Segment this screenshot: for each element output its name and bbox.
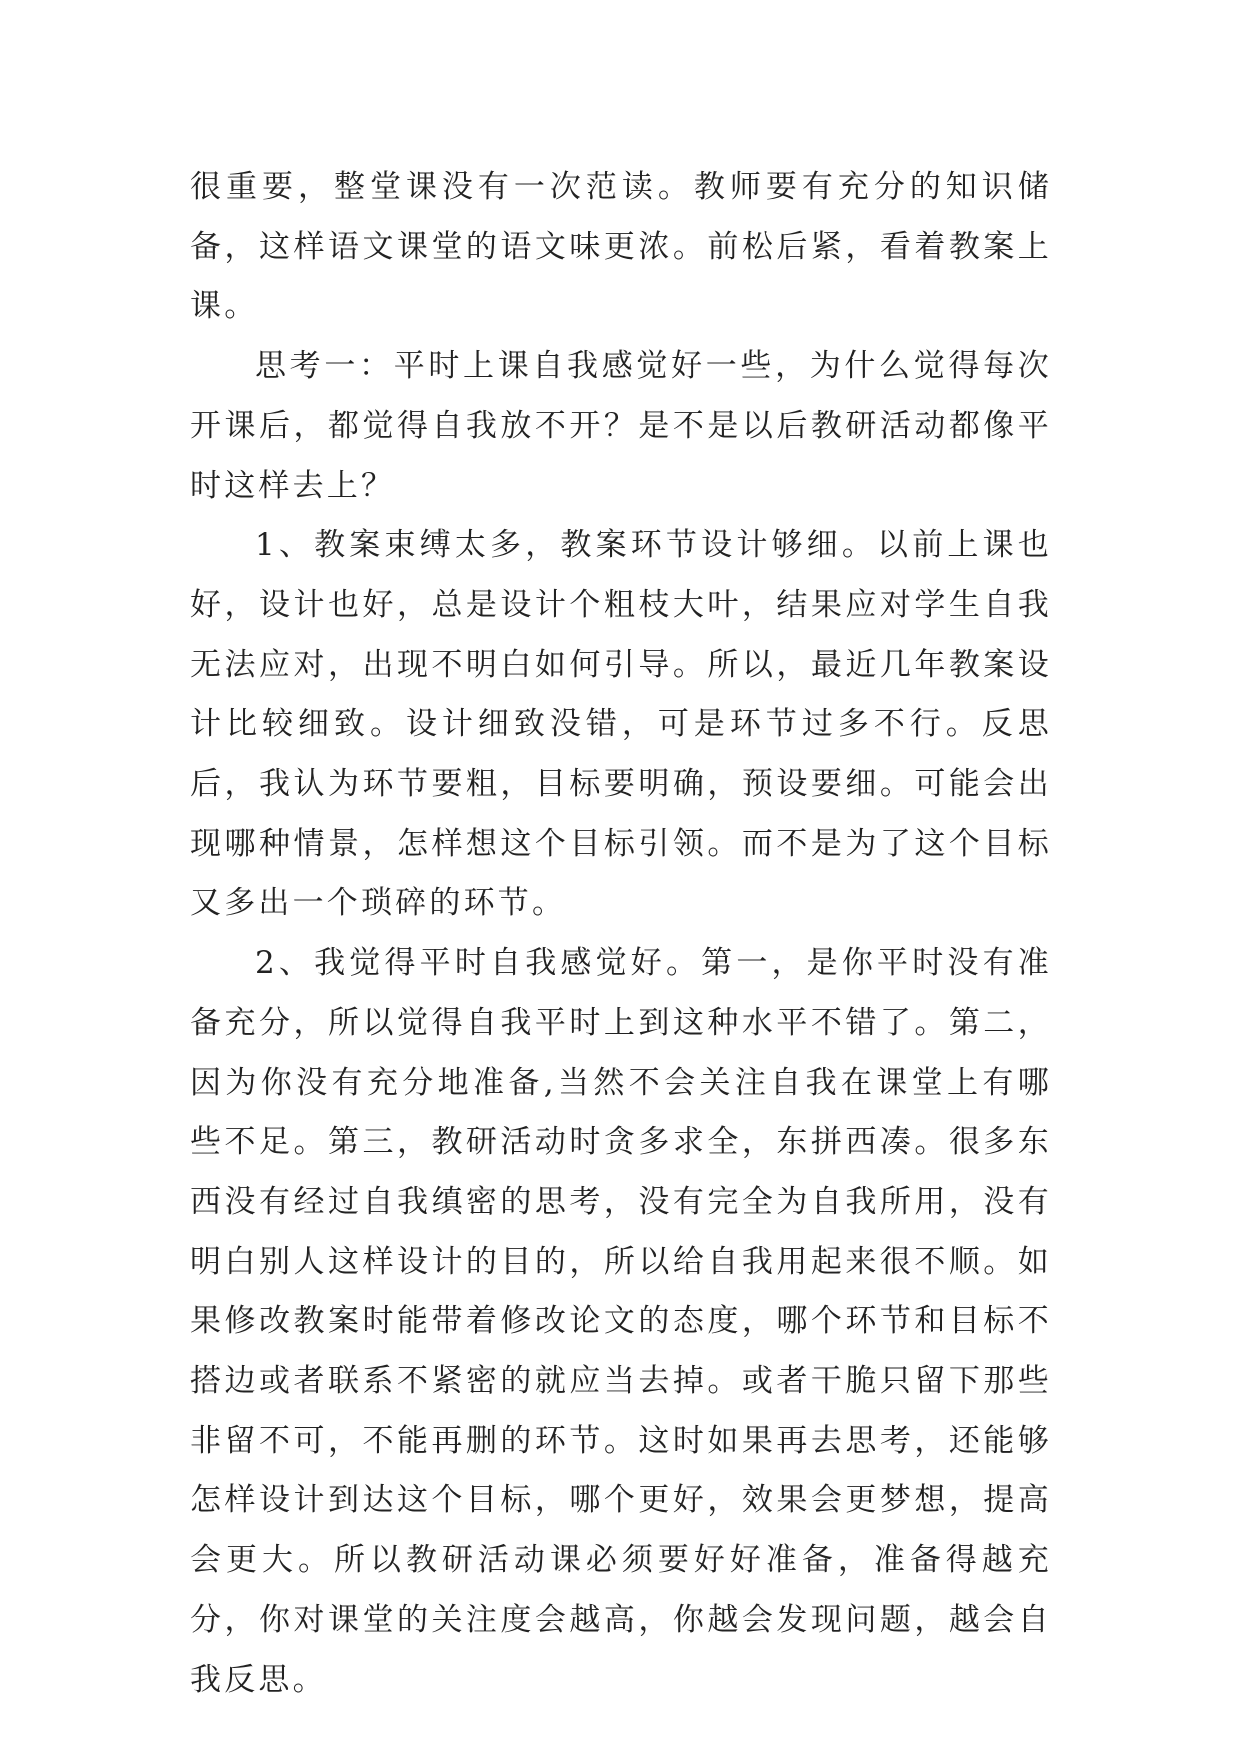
paragraph-point-two: 2、我觉得平时自我感觉好。第一，是你平时没有准备充分，所以觉得自我平时上到这种水平不错了。第二，因为你没有充分地准备,当然不会关注自我在课堂上有哪些不足。第三，教研活动时贪多求全，东拼西凑。很多东西没有经过自我缜密的思考，没有完全为自我所用，没有明白别人这样设计的目的，所以给自我用起来很不顺。如果修改教案时能带着修改论文的态度，哪个环节和目标不搭边或者联系不紧密的就应当去掉。或者干脆只留下那些非留不可，不能再删的环节。这时如果再去思考，还能够怎样设计到达这个目标，哪个更好，效果会更梦想，提高会更大。所以教研活动课必须要好好准备，准备得越充分，你对课堂的关注度会越高，你越会发现问题，越会自我反思。 [190, 945, 1052, 1698]
document-body [190, 158, 1052, 1710]
paragraph-thinking-one: 思考一：平时上课自我感觉好一些，为什么觉得每次开课后，都觉得自我放不开？是不是以后教研活动都像平时这样去上？ [190, 348, 1052, 504]
paragraph-continuation: 很重要，整堂课没有一次范读。教师要有充分的知识储备，这样语文课堂的语文味更浓。前松后紧，看着教案上课。 [190, 169, 1052, 325]
paragraph-point-one: 1、教案束缚太多，教案环节设计够细。以前上课也好，设计也好，总是设计个粗枝大叶，结果应对学生自我无法应对，出现不明白如何引导。所以，最近几年教案设计比较细致。设计细致没错，可是环节过多不行。反思后，我认为环节要粗，目标要明确，预设要细。可能会出现哪种情景，怎样想这个目标引领。而不是为了这个目标又多出一个琐碎的环节。 [190, 527, 1052, 922]
